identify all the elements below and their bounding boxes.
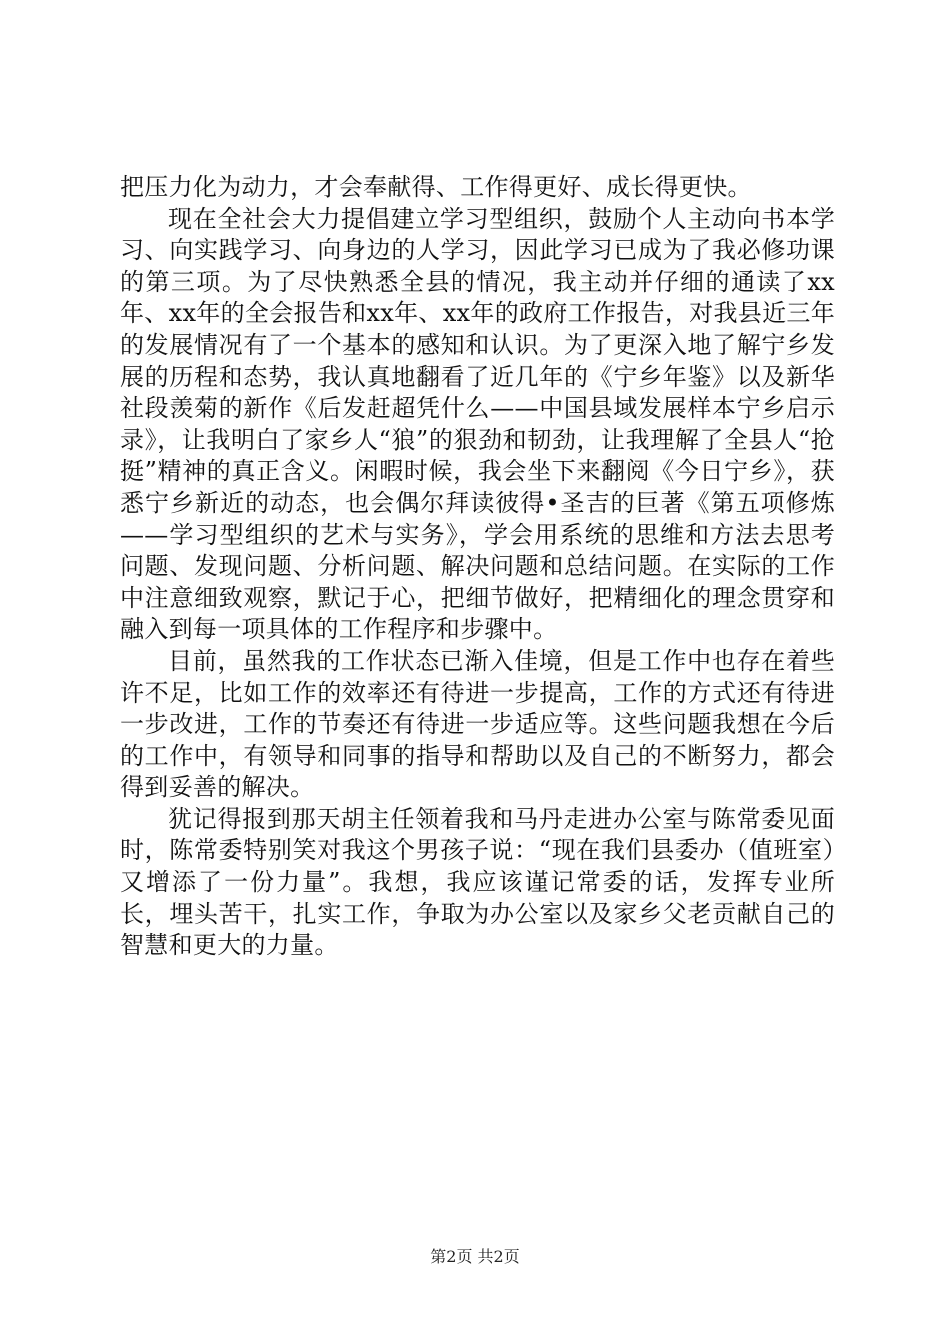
paragraph-2: 现在全社会大力提倡建立学习型组织，鼓励个人主动向书本学习、向实践学习、向身边的人学习，因此学习已成为了我必修功课的第三项。为了尽快熟悉全县的情况，我主动并仔细的通读了xx年、xx年的全会报告和xx年、xx年的政府工作报告，对我县近三年的发展情况有了一个基本的感知和认识。为了更深入地了解宁乡发展的历程和态势，我认真地翻看了近几年的《宁乡年鉴》以及新华社段羡菊的新作《后发赶超凭什么——中国县域发展样本宁乡启示录》，让我明白了家乡人“狼”的狠劲和韧劲，让我理解了全县人“抢挺”精神的真正含义。闲暇时候，我会坐下来翻阅《今日宁乡》，获悉宁乡新近的动态，也会偶尔拜读彼得•圣吉的巨著《第五项修炼——学习型组织的艺术与实务》，学会用系统的思维和方法去思考问题、发现问题、分析问题、解决问题和总结问题。在实际的工作中注意细致观察，默记于心，把细节做好，把精细化的理念贯穿和融入到每一项具体的工作程序和步骤中。 bbox=[120, 204, 835, 644]
paragraph-3: 目前，虽然我的工作状态已渐入佳境，但是工作中也存在着些许不足，比如工作的效率还有待进一步提高，工作的方式还有待进一步改进，工作的节奏还有待进一步适应等。这些问题我想在今后的工作中，有领导和同事的指导和帮助以及自己的不断努力，都会得到妥善的解决。 bbox=[120, 646, 835, 802]
paragraph-1: 把压力化为动力，才会奉献得、工作得更好、成长得更快。 bbox=[120, 173, 752, 201]
page-footer: 第2页 共2页 bbox=[430, 1247, 520, 1266]
paragraph-4: 犹记得报到那天胡主任领着我和马丹走进办公室与陈常委见面时，陈常委特别笑对我这个男孩子说：“现在我们县委办（值班室）又增添了一份力量”。我想，我应该谨记常委的话，发挥专业所长，埋头苦干，扎实工作，争取为办公室以及家乡父老贡献自己的智慧和更大的力量。 bbox=[120, 804, 835, 960]
document-body bbox=[120, 172, 835, 962]
